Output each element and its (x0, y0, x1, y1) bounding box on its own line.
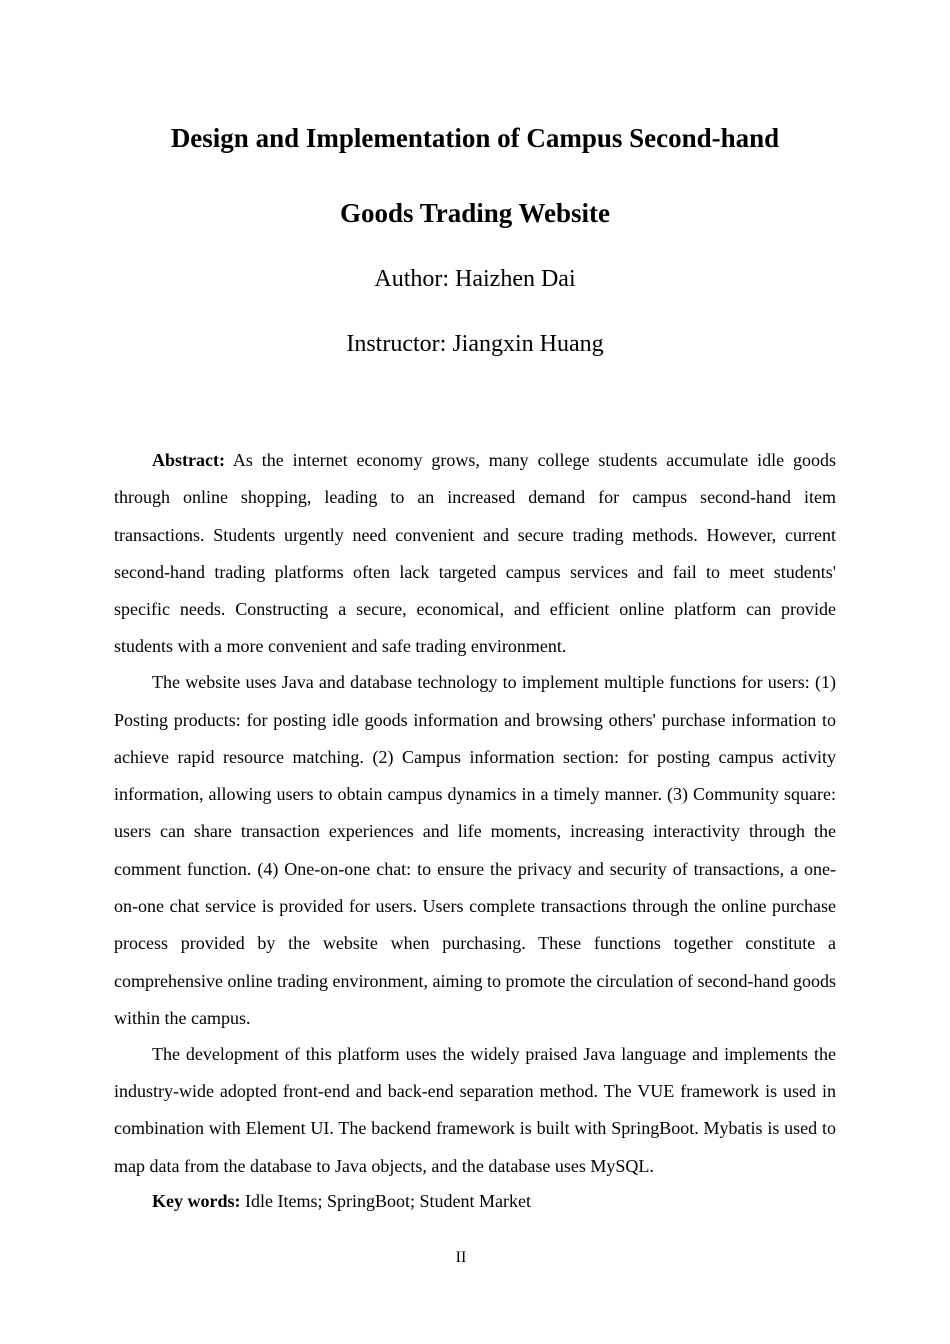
keywords-line (114, 1183, 836, 1220)
instructor-line: Instructor: Jiangxin Huang (346, 331, 604, 357)
title-line-2: Goods Trading Website (339, 198, 611, 228)
author-line: Author: Haizhen Dai (374, 266, 576, 292)
keywords-text: Idle Items; SpringBoot; Student Market (240, 1191, 531, 1212)
abstract-paragraph-2: The website uses Java and database technology to implement multiple functions for users: (1) Posting products: for posting idle goods information and browsing others' purchase information to achieve rapid resource matching. (2) Campus information section: for posting campus activity information, allowing users to obtain campus dynamics in a timely manner. (3) Community square: users can share transaction experiences and life moments, increasing interactivity through the comment function. (4) One-on-one chat: to ensure the privacy and security of transactions, a one-on-one chat service is provided for users. Users complete transactions through the online purchase process provided by the website when purchasing. These functions together constitute a comprehensive online trading environment, aiming to promote the circulation of second-hand goods within the campus. (114, 672, 836, 1028)
abstract-label: Abstract: (152, 450, 225, 470)
abstract-paragraph-1-text: As the internet economy grows, many college students accumulate idle goods through online shopping, leading to an increased demand for campus second-hand item transactions. Students urgently need convenient and secure trading methods. However, current second-hand trading platforms often lack targeted campus services and fail to meet students' specific needs. Constructing a secure, economical, and efficient online platform can provide students with a more convenient and safe trading environment. (114, 450, 836, 657)
abstract-paragraph-1 (114, 442, 836, 666)
abstract-paragraph-3: The development of this platform uses the widely praised Java language and implements the industry-wide adopted front-end and back-end separation method. The VUE framework is used in combination with Element UI. The backend framework is built with SpringBoot. Mybatis is used to map data from the database to Java objects, and the database uses MySQL. (114, 1043, 836, 1176)
abstract-section (114, 442, 836, 1221)
keywords-label: Key words: (152, 1191, 241, 1212)
title-line-1: Design and Implementation of Campus Second-hand (170, 123, 780, 153)
page-number: II (455, 1249, 467, 1266)
